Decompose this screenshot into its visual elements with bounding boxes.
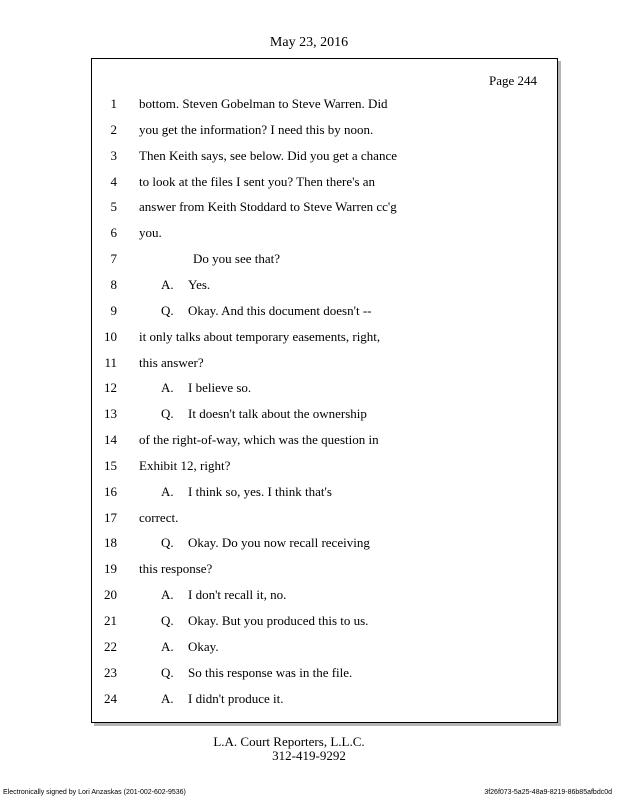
transcript-line xyxy=(92,587,557,605)
line-number: 24 xyxy=(104,690,117,706)
line-number: 11 xyxy=(104,354,117,370)
speaker-marker: Q. xyxy=(161,664,174,680)
line-text xyxy=(139,329,380,345)
line-text xyxy=(139,199,397,215)
line-number: 12 xyxy=(104,380,117,396)
line-text xyxy=(139,225,162,241)
line-number: 3 xyxy=(110,147,117,163)
line-number: 9 xyxy=(110,302,117,318)
line-text xyxy=(161,535,370,551)
line-body: it only talks about temporary easements, right, xyxy=(139,328,381,344)
line-number: 17 xyxy=(104,509,117,525)
line-number: 6 xyxy=(110,225,117,241)
transcript-line xyxy=(92,199,557,217)
line-number: 1 xyxy=(110,96,117,111)
line-text xyxy=(139,458,230,474)
page-number: Page 244 xyxy=(488,73,537,88)
speaker-marker: A. xyxy=(161,690,174,706)
line-text xyxy=(139,122,373,138)
line-text xyxy=(161,303,371,319)
speaker-marker: A. xyxy=(161,638,174,654)
transcript-line xyxy=(92,277,557,295)
transcript-line xyxy=(92,639,557,657)
line-body: I believe so. xyxy=(188,380,252,396)
speaker-marker: A. xyxy=(161,587,174,603)
line-text xyxy=(139,355,204,371)
line-number: 18 xyxy=(104,535,117,551)
line-body: Okay. Do you now recall receiving xyxy=(188,535,370,551)
line-body: Okay. And this document doesn't -- xyxy=(188,302,372,318)
line-number: 10 xyxy=(104,328,117,344)
line-body: bottom. Steven Gobelman to Steve Warren. Did xyxy=(139,96,388,111)
transcript-line xyxy=(92,510,557,528)
line-number: 21 xyxy=(104,613,117,628)
line-number: 5 xyxy=(110,199,117,215)
line-number: 14 xyxy=(104,432,117,448)
line-number: 16 xyxy=(104,483,117,499)
line-text xyxy=(161,484,332,500)
transcript-line xyxy=(92,406,557,424)
speaker-marker: A. xyxy=(161,276,174,292)
transcript-line xyxy=(92,613,557,631)
line-text xyxy=(161,277,210,293)
transcript-line xyxy=(92,303,557,321)
transcript-line xyxy=(92,458,557,476)
line-text xyxy=(161,406,367,422)
transcript-line xyxy=(92,96,557,114)
line-body: I didn't produce it. xyxy=(188,690,284,706)
line-body: correct. xyxy=(139,509,179,525)
line-text xyxy=(139,510,178,526)
speaker-marker: Q. xyxy=(161,535,174,551)
line-body: you get the information? I need this by noon. xyxy=(139,121,374,137)
line-body: Then Keith says, see below. Did you get a chance xyxy=(139,147,397,163)
transcript-line xyxy=(92,432,557,450)
transcript-line xyxy=(92,355,557,373)
line-text xyxy=(139,561,212,577)
line-number: 20 xyxy=(104,587,117,603)
transcript-page xyxy=(91,58,558,723)
line-body: Okay. But you produced this to us. xyxy=(188,613,369,628)
line-number: 22 xyxy=(104,638,117,654)
document-hash: 3f26f073-5a25-48a9-8219-86b85afbdc0d xyxy=(484,789,612,796)
line-number: 19 xyxy=(104,561,117,577)
transcript-line xyxy=(92,561,557,579)
line-body: So this response was in the file. xyxy=(188,664,353,680)
transcript-line xyxy=(92,665,557,683)
line-number: 2 xyxy=(110,121,117,137)
header-date: May 23, 2016 xyxy=(269,35,349,50)
footer-company: L.A. Court Reporters, L.L.C. xyxy=(213,734,365,749)
line-number: 8 xyxy=(110,276,117,292)
transcript-line xyxy=(92,691,557,709)
transcript-line xyxy=(92,225,557,243)
line-body: Okay. xyxy=(188,638,219,654)
line-text xyxy=(139,174,375,190)
transcript-line xyxy=(92,174,557,192)
transcript-line xyxy=(92,251,557,269)
line-body: Yes. xyxy=(188,276,211,292)
line-number: 13 xyxy=(104,406,117,422)
line-body: Exhibit 12, right? xyxy=(139,457,231,473)
line-text xyxy=(139,432,379,448)
line-body: I think so, yes. I think that's xyxy=(188,483,332,499)
transcript-line xyxy=(92,122,557,140)
line-number: 7 xyxy=(110,251,117,267)
line-body: you. xyxy=(139,225,162,241)
electronic-signature: Electronically signed by Lori Anzaskas (201-002-602-9536) xyxy=(3,789,186,796)
speaker-marker: Q. xyxy=(161,406,174,422)
speaker-marker: Q. xyxy=(161,613,174,628)
line-number: 15 xyxy=(104,457,117,473)
line-text xyxy=(161,639,219,655)
speaker-marker: Q. xyxy=(161,302,174,318)
transcript-line xyxy=(92,535,557,553)
transcript-line xyxy=(92,484,557,502)
line-text xyxy=(193,251,280,267)
line-number: 4 xyxy=(110,173,117,189)
speaker-marker: A. xyxy=(161,380,174,396)
line-text xyxy=(139,96,388,112)
line-body: It doesn't talk about the ownership xyxy=(188,406,367,422)
line-number: 23 xyxy=(104,664,117,680)
transcript-line xyxy=(92,329,557,347)
line-text xyxy=(161,380,251,396)
line-text xyxy=(161,613,368,629)
line-body: this answer? xyxy=(139,354,204,370)
transcript-line xyxy=(92,148,557,166)
transcript-line xyxy=(92,380,557,398)
line-body: of the right-of-way, which was the question in xyxy=(139,432,379,448)
speaker-marker: A. xyxy=(161,483,174,499)
line-text xyxy=(139,148,397,164)
line-body: to look at the files I sent you? Then there's an xyxy=(139,173,376,189)
line-text xyxy=(161,587,286,603)
line-body: Do you see that? xyxy=(193,251,281,267)
footer-phone: 312-419-9292 xyxy=(272,748,346,763)
line-body: this response? xyxy=(139,561,213,577)
line-body: answer from Keith Stoddard to Steve Warren cc'g xyxy=(139,199,397,215)
line-text xyxy=(161,665,352,681)
line-text xyxy=(161,691,284,707)
line-body: I don't recall it, no. xyxy=(188,587,287,603)
